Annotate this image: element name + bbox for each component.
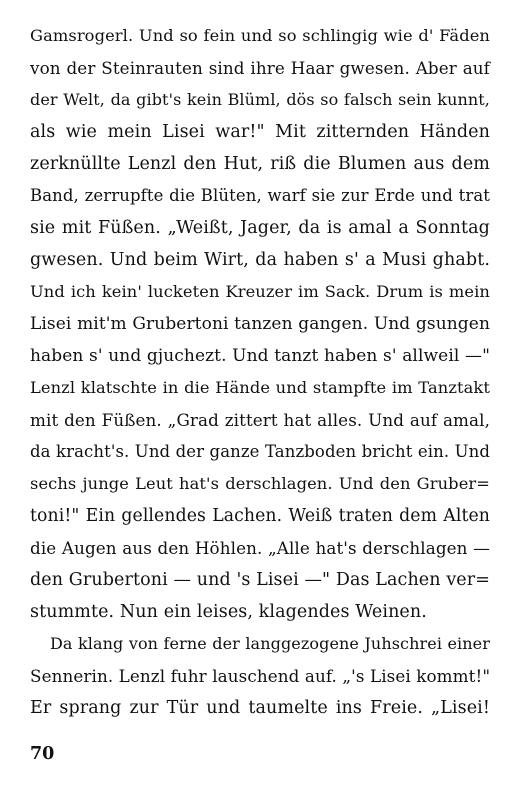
text-line: Da klang von ferne der langgezogene Juhschrei einer: [50, 634, 490, 653]
page-number: 70: [30, 744, 55, 764]
text-line: Sennerin. Lenzl fuhr lauschend auf. „'s Lisei kommt!": [30, 666, 491, 686]
text-line: Lisei mit'm Grubertoni tanzen gangen. Und gsungen: [30, 314, 490, 334]
text-line: haben s' und gjuchezt. Und tanzt haben s' allweil —": [30, 346, 490, 366]
text-line: von der Steinrauten sind ihre Haar gwesen. Aber auf: [30, 58, 490, 78]
text-line: den Grubertoni — und 's Lisei —" Das Lachen ver=: [30, 570, 490, 590]
text-line: da kracht's. Und der ganze Tanzboden bricht ein. Und: [30, 442, 490, 461]
text-line: Lenzl klatschte in die Hände und stampfte im Tanztakt: [30, 378, 490, 397]
text-line: Gamsrogerl. Und so fein und so schlingig wie d' Fäden: [30, 26, 490, 45]
text-line: Band, zerrupfte die Blüten, warf sie zur Erde und trat: [30, 186, 490, 205]
text-line: toni!" Ein gellendes Lachen. Weiß traten dem Alten: [30, 506, 490, 526]
text-line: Und ich kein' lucketen Kreuzer im Sack. Drum is mein: [30, 282, 490, 301]
body-text: [30, 20, 490, 724]
text-line: als wie mein Lisei war!" Mit zitternden Händen: [30, 122, 490, 142]
text-line: der Welt, da gibt's kein Blüml, dös so falsch sein kunnt,: [30, 90, 490, 109]
text-line: zerknüllte Lenzl den Hut, riß die Blumen aus dem: [30, 154, 490, 174]
text-line: sechs junge Leut hat's derschlagen. Und den Gruber=: [30, 474, 490, 493]
text-line: Er sprang zur Tür und taumelte ins Freie. „Lisei!: [30, 698, 490, 718]
text-line: sie mit Füßen. „Weißt, Jager, da is amal a Sonntag: [30, 218, 490, 238]
text-line: stummte. Nun ein leises, klagendes Weinen.: [30, 602, 427, 622]
text-line: die Augen aus den Höhlen. „Alle hat's derschlagen —: [30, 538, 490, 558]
text-line: mit den Füßen. „Grad zittert hat alles. Und auf amal,: [30, 410, 490, 430]
text-line: gwesen. Und beim Wirt, da haben s' a Musi ghabt.: [30, 250, 490, 270]
